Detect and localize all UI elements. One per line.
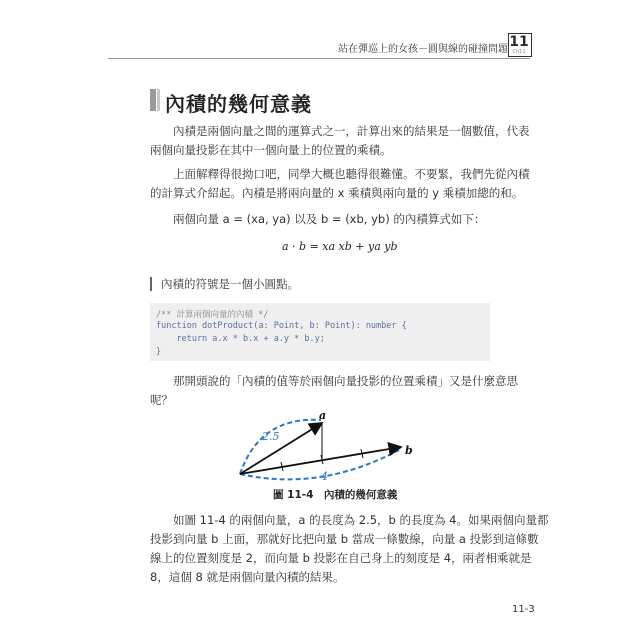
- paragraph-line: 線上的位置刻度是 2，而向量 b 投影在自己身上的刻度是 4，兩者相乘就是: [150, 551, 532, 565]
- heading-bar-light: [157, 89, 160, 111]
- code-line: }: [156, 347, 162, 357]
- note-bar: [150, 277, 152, 291]
- note-text: 內積的符號是一個小圓點。: [161, 277, 299, 291]
- figure-caption: 圖 11-4 內積的幾何意義: [273, 489, 398, 501]
- paragraph-line: 的計算式介紹起。內積是將兩向量的 x 乘積與兩向量的 y 乘積加總的和。: [150, 186, 524, 200]
- paragraph-line: 上面解釋得很拗口吧，同學大概也聽得很難懂。不要緊，我們先從內積: [173, 167, 530, 181]
- code-line: function dotProduct(a: Point, b: Point): number {: [156, 321, 407, 331]
- chapter-label: Ch11: [512, 49, 526, 55]
- paragraph-explain: [150, 165, 530, 203]
- label-length-b: 4: [321, 470, 328, 483]
- paragraph-intro: [150, 122, 530, 160]
- arc-length-b: [240, 450, 399, 479]
- paragraph-question: [150, 372, 518, 410]
- label-vector-a: a: [319, 409, 327, 422]
- label-vector-b: b: [405, 444, 413, 457]
- running-header-title: 站在彈巡上的女孩－圓與線的碰撞問題: [338, 44, 508, 55]
- paragraph-line: 8，這個 8 就是兩個向量內積的結果。: [150, 570, 345, 584]
- paragraph-formula-intro: [150, 210, 492, 229]
- heading-bar-dark: [150, 89, 156, 111]
- dot-product-formula: a · b = xa xb + ya yb: [282, 240, 398, 253]
- chapter-number: 11: [509, 34, 529, 50]
- paragraph-line: 投影到向量 b 上面，那就好比把向量 b 當成一條數線，向量 a 投影到這條數: [150, 532, 539, 546]
- paragraph-line: 兩個向量 a = (xa, ya) 以及 b = (xb, yb) 的內積算式如下：: [173, 212, 486, 226]
- code-comment: /** 計算兩個向量的內積 */: [156, 310, 269, 320]
- page-number: 11-3: [512, 604, 535, 615]
- paragraph-line: 兩個向量投影在其中一個向量上的位置的乘積。: [150, 143, 392, 157]
- paragraph-line: 如圖 11-4 的兩個向量，a 的長度為 2.5，b 的長度為 4。如果兩個向量都: [173, 513, 549, 527]
- projection-figure: [225, 408, 425, 486]
- header-rule: [108, 58, 530, 59]
- paragraph-line: 內積是兩個向量之間的運算式之一，計算出來的結果是一個數值，代表: [173, 124, 530, 138]
- code-line: return a.x * b.x + a.y * b.y;: [156, 334, 325, 344]
- section-title: 內積的幾何意義: [165, 92, 312, 116]
- paragraph-conclusion: [150, 511, 549, 587]
- paragraph-line: 呢？: [150, 393, 173, 407]
- label-length-a: 2.5: [262, 430, 280, 443]
- paragraph-line: 那開頭說的「內積的值等於兩個向量投影的位置乘積」又是什麼意思: [173, 374, 518, 388]
